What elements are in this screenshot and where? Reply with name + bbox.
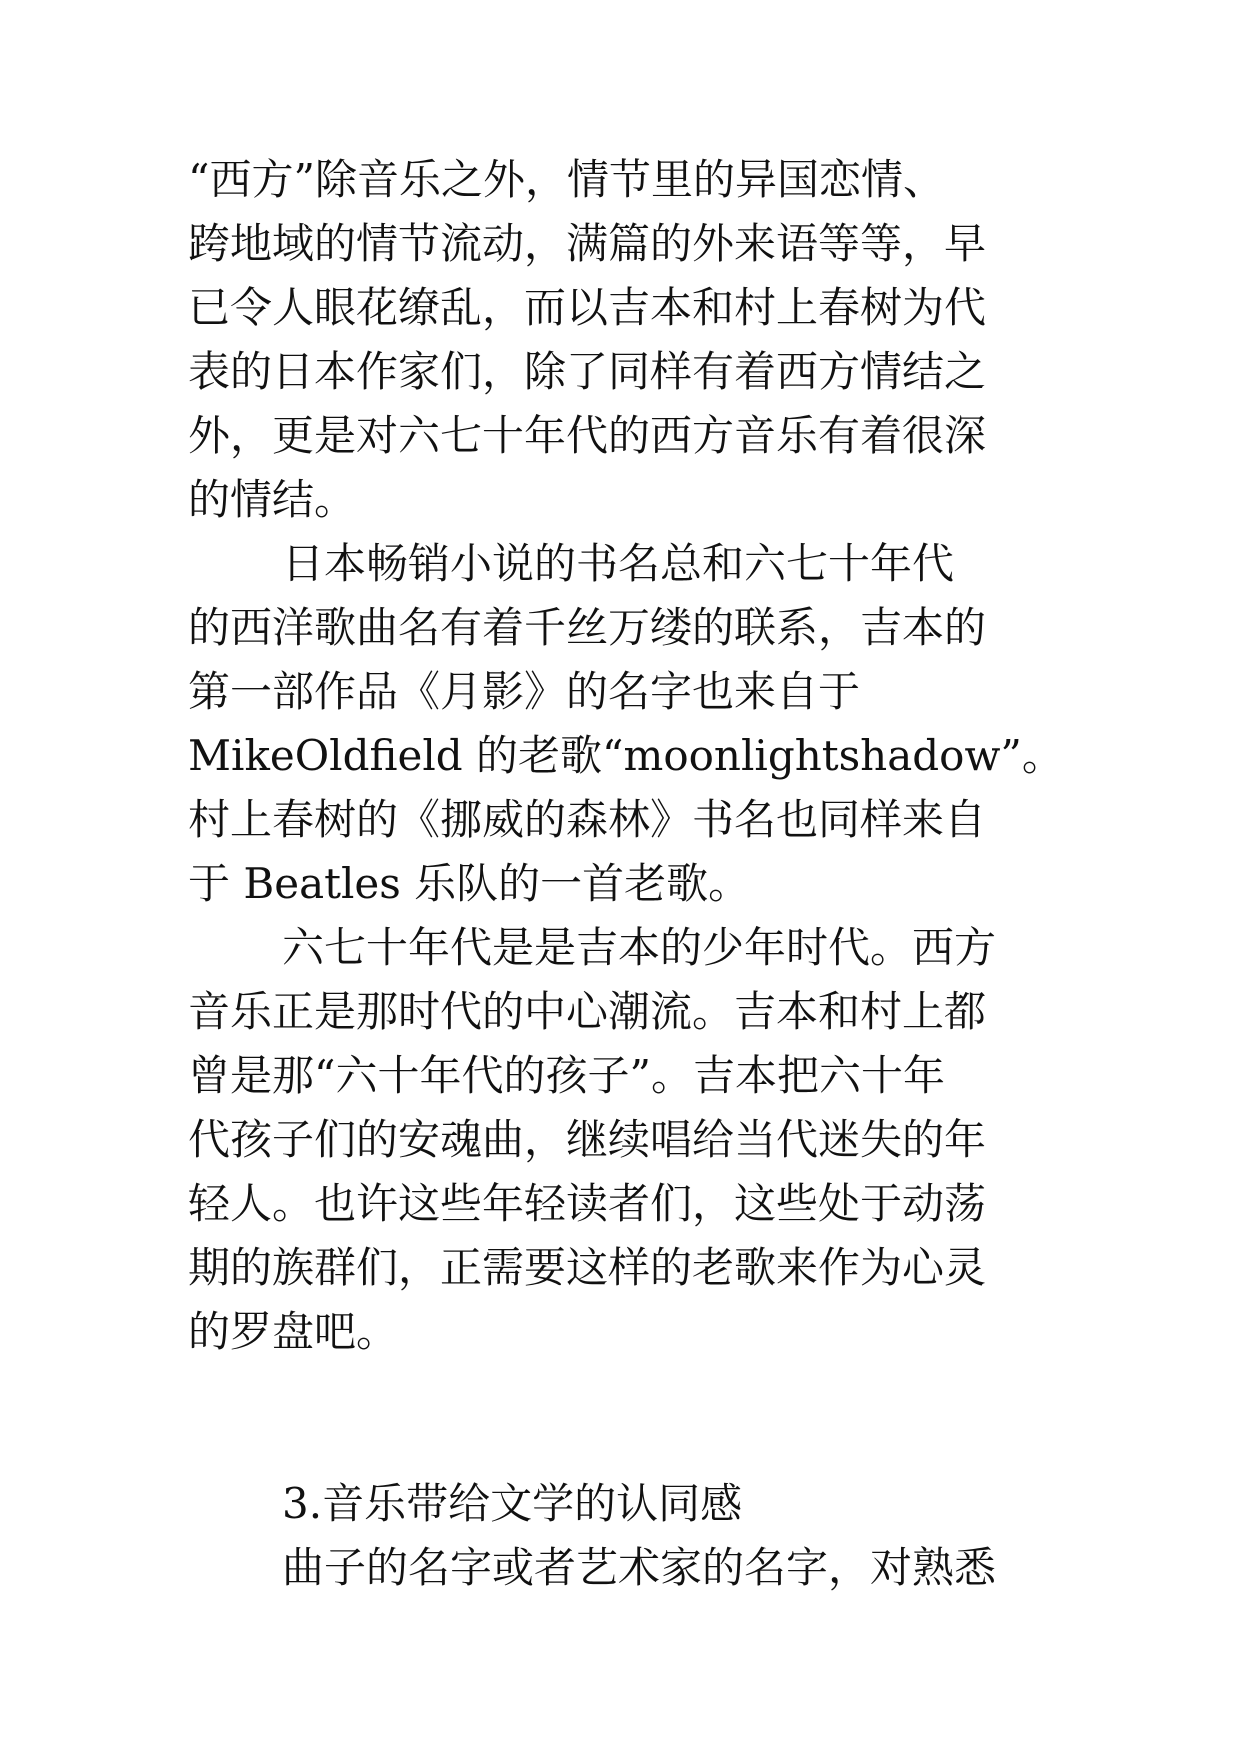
section-spacer [188,1364,1088,1472]
text-line: 表的日本作家们，除了同样有着西方情结之 [188,347,987,396]
text-line: 已令人眼花缭乱，而以吉本和村上春树为代 [188,283,987,332]
text-line: MikeOldfield 的老歌“moonlightshadow”。 [188,731,1064,780]
text-line: 音乐正是那时代的中心潮流。吉本和村上都 [188,987,987,1036]
document-page [188,148,1088,1600]
text-line: 曲子的名字或者艺术家的名字，对熟悉 [282,1543,997,1592]
text-line: 的西洋歌曲名有着千丝万缕的联系，吉本的 [188,603,987,652]
section-heading: 3.音乐带给文学的认同感 [282,1479,743,1528]
text-line: 日本畅销小说的书名总和六七十年代 [282,539,955,588]
text-line: 的罗盘吧。 [188,1307,399,1356]
text-line: 于 Beatles 乐队的一首老歌。 [188,859,751,908]
text-line: 的情结。 [188,475,357,524]
text-line: 外，更是对六七十年代的西方音乐有着很深 [188,411,987,460]
text-line: 曾是那“六十年代的孩子”。吉本把六十年 [188,1051,945,1100]
text-line: 六七十年代是是吉本的少年时代。西方 [282,923,997,972]
text-line: 代孩子们的安魂曲，继续唱给当代迷失的年 [188,1115,987,1164]
text-line: 轻人。也许这些年轻读者们，这些处于动荡 [188,1179,987,1228]
text-line: 第一部作品《月影》的名字也来自于 [188,667,861,716]
text-line: 村上春树的《挪威的森林》书名也同样来自 [188,795,987,844]
text-line: “西方”除音乐之外，情节里的异国恋情、 [188,155,945,204]
text-line: 跨地域的情节流动，满篇的外来语等等，早 [188,219,987,268]
paragraph-3 [188,916,1088,1364]
text-line: 期的族群们，正需要这样的老歌来作为心灵 [188,1243,987,1292]
paragraph-1 [188,148,1088,532]
paragraph-2 [188,532,1088,916]
